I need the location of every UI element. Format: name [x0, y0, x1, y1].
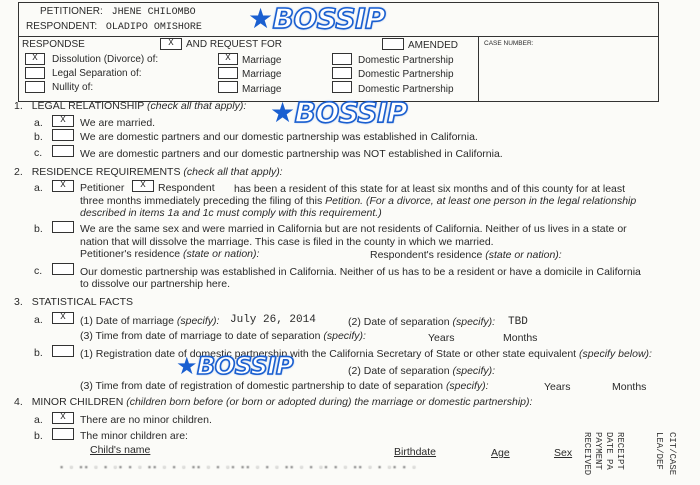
s3-b3-months: Months	[612, 381, 647, 393]
legal-separation-dp-checkbox[interactable]	[332, 67, 352, 79]
watermark-star-icon: ★	[270, 96, 295, 129]
dissolution-dp-checkbox[interactable]	[332, 53, 352, 65]
s4-b-text: The minor children are:	[80, 430, 188, 442]
s3-a3-hint: (specify):	[323, 330, 366, 342]
legal-separation-marriage-label: Marriage	[242, 69, 282, 80]
s3-b3-label: (3) Time from date of registration of domestic partnership to date of separation	[80, 380, 444, 392]
bossip-watermark-top	[248, 2, 385, 35]
birthdate-column-header: Birthdate	[394, 446, 437, 458]
s3-b3	[80, 380, 489, 392]
s4-a-checkbox[interactable]: X	[52, 412, 74, 424]
stamp-received: RECEIVED	[582, 432, 592, 476]
watermark-star-icon: ★	[176, 352, 198, 380]
s3-a2	[348, 316, 495, 328]
watermark-star-icon: ★	[248, 2, 273, 35]
s3-b3-hint: (specify):	[445, 380, 489, 392]
dissolution-marriage-checkbox[interactable]: X	[218, 53, 238, 65]
s1-c-letter: c.	[34, 147, 43, 159]
s2-a-line-1: has been a resident of this state for at least six months and of this county for at least	[234, 183, 626, 195]
child-name-column-header: Child's name	[90, 444, 151, 456]
amended-checkbox[interactable]	[382, 38, 404, 50]
date-of-marriage-value: July 26, 2014	[230, 314, 316, 326]
s3-b-checkbox[interactable]	[52, 345, 74, 357]
s2-b-petitioner-residence-hint: (state or nation):	[182, 248, 260, 260]
s3-b2-label: (2) Date of separation	[348, 365, 450, 377]
s4-b-checkbox[interactable]	[52, 428, 74, 440]
s2-b-line-2: nation that will dissolve the marriage. This case is filed in the county in which we married.	[80, 236, 494, 248]
s2-b-letter: b.	[34, 223, 43, 235]
s2-b-petitioner-residence-label: Petitioner's residence	[80, 248, 181, 260]
s2-c-line-2: to dissolve our partnership here.	[80, 278, 230, 290]
s2-c-checkbox[interactable]	[52, 263, 74, 275]
nullity-checkbox[interactable]	[25, 81, 45, 93]
section-4-number: 4.	[14, 396, 23, 408]
case-number-divider	[478, 36, 479, 102]
s2-b-respondent-residence-label: Respondent's residence	[370, 249, 483, 261]
section-3-heading	[14, 296, 133, 308]
stamp-cit-case: CIT/CASE	[667, 432, 677, 476]
section-3-title: STATISTICAL FACTS	[31, 296, 134, 308]
sex-column-header: Sex	[554, 447, 573, 459]
s3-b1-hint: (specify below):	[579, 348, 652, 360]
s3-a2-label: (2) Date of separation	[348, 316, 450, 328]
watermark-text: BOSSIP	[197, 352, 293, 380]
s3-b2	[348, 365, 495, 377]
s3-b1	[80, 348, 652, 360]
s2-c-letter: c.	[34, 265, 43, 277]
s2-a-line-2	[80, 195, 636, 207]
s1-c-text: We are domestic partners and our domestic partnership was NOT established in California.	[80, 148, 503, 160]
case-number-label: CASE NUMBER:	[484, 40, 534, 47]
s1-a-letter: a.	[34, 117, 43, 129]
s2-b-checkbox[interactable]	[52, 221, 74, 233]
petitioner-row	[40, 6, 196, 18]
nullity-marriage-checkbox[interactable]	[218, 81, 238, 93]
s1-b-letter: b.	[34, 131, 43, 143]
redacted-child-entry: ▪ ▫ ▪▪ ▫ ▪ ▫▪ ▪ ▫ ▪▪ ▫ ▪ ▫ ▪▪ ▫ ▪ ▫▪ ▪▪ ▫ ▪ ▫ ▪▪ ▫ ▪ ▫▪ ▪ ▫ ▪▪ ▫ ▪ ▫▪ ▪ ▫	[60, 462, 418, 472]
s2-b-petitioner-residence	[80, 248, 259, 260]
stamp-date-paid: DATE PA	[604, 432, 614, 470]
section-2-heading	[14, 166, 283, 178]
section-4-hint: (children born before (or born or adopted during) the marriage or domestic partnership):	[126, 396, 533, 408]
section-4-title: MINOR CHILDREN	[31, 396, 124, 408]
legal-separation-checkbox[interactable]	[25, 67, 45, 79]
respondent-name: OLADIPO OMISHORE	[105, 22, 202, 33]
and-request-for-checkbox[interactable]: X	[160, 38, 182, 50]
s2-b-line-1: We are the same sex and were married in California but are not residents of California. Neither of us lives in a state or	[80, 223, 627, 235]
dissolution-label: Dissolution (Divorce) of:	[52, 54, 159, 65]
s4-b-letter: b.	[34, 430, 43, 442]
s3-a2-hint: (specify):	[452, 316, 496, 328]
legal-separation-label: Legal Separation of:	[52, 68, 142, 79]
stamp-lea-def: LEA/DEF	[654, 432, 664, 470]
header-right-rule	[658, 2, 659, 102]
s3-b3-years: Years	[544, 381, 571, 393]
bossip-watermark-bottom	[176, 352, 293, 380]
s2-a-petitioner-label: Petitioner	[80, 182, 125, 194]
dissolution-marriage-label: Marriage	[242, 55, 282, 66]
s2-a-line-3: described in items 1a and 1c must comply with this requirement.)	[80, 207, 382, 219]
dissolution-checkbox[interactable]: X	[25, 53, 45, 65]
section-1-title: LEGAL RELATIONSHIP	[31, 100, 145, 112]
s4-a-text: There are no minor children.	[80, 414, 212, 426]
respondent-label: RESPONDENT:	[26, 21, 98, 32]
petitioner-label: PETITIONER:	[40, 6, 103, 17]
s3-b1-label: (1) Registration date of domestic partnership with the California Secretary of State or other state equivalent	[80, 348, 577, 360]
stamp-payment: PAYMENT	[593, 432, 603, 470]
section-2-title: RESIDENCE REQUIREMENTS	[31, 166, 181, 178]
section-2-hint: (check all that apply):	[183, 166, 283, 178]
s3-a-checkbox[interactable]: X	[52, 312, 74, 324]
header-left-rule	[18, 2, 19, 102]
nullity-label: Nullity of:	[52, 82, 94, 93]
s3-a-letter: a.	[34, 314, 43, 326]
nullity-dp-checkbox[interactable]	[332, 81, 352, 93]
s1-b-checkbox[interactable]	[52, 129, 74, 141]
watermark-text: BOSSIP	[294, 96, 408, 129]
s3-b2-hint: (specify):	[452, 365, 496, 377]
section-1-heading	[14, 100, 246, 112]
s2-b-respondent-residence	[370, 249, 562, 261]
date-of-separation-value: TBD	[508, 316, 528, 328]
s2-c-line-1: Our domestic partnership was established in California. Neither of us has to be a resident or have a domicile in California	[80, 266, 641, 278]
legal-separation-dp-label: Domestic Partnership	[358, 69, 454, 80]
bossip-watermark-middle	[270, 96, 407, 129]
s3-a3	[80, 330, 366, 342]
s1-a-text: We are married.	[80, 117, 156, 129]
response-label: RESPONDSE	[22, 39, 85, 50]
s3-a1-hint: (specify):	[176, 315, 220, 327]
legal-separation-marriage-checkbox[interactable]	[218, 67, 238, 79]
and-request-for-label: AND REQUEST FOR	[186, 39, 282, 50]
s2-a-line-2-plain: three months immediately preceding the filing of this	[80, 195, 323, 207]
s2-a-letter: a.	[34, 182, 43, 194]
s1-a-checkbox[interactable]: X	[52, 115, 74, 127]
s3-a3-months: Months	[503, 332, 538, 344]
section-1-number: 1.	[14, 100, 23, 112]
dissolution-dp-label: Domestic Partnership	[358, 55, 454, 66]
section-1-hint: (check all that apply):	[147, 100, 247, 112]
section-4-heading	[14, 396, 532, 408]
amended-label: AMENDED	[408, 40, 459, 51]
s3-a1-label: (1) Date of marriage	[80, 315, 174, 327]
respondent-row	[26, 21, 202, 33]
s1-b-text: We are domestic partners and our domestic partnership was established in California.	[80, 131, 478, 143]
petitioner-name: JHENE CHILOMBO	[111, 7, 196, 18]
s2-b-respondent-residence-hint: (state or nation):	[485, 249, 562, 261]
nullity-marriage-label: Marriage	[242, 84, 282, 95]
s3-b-letter: b.	[34, 347, 43, 359]
nullity-dp-label: Domestic Partnership	[358, 84, 454, 95]
s3-a3-label: (3) Time from date of marriage to date of separation	[80, 330, 321, 342]
watermark-text: BOSSIP	[272, 2, 386, 35]
header-divider-rule	[18, 36, 658, 37]
s3-a1	[80, 315, 219, 327]
s2-a-line-2-italic: Petition. (For a divorce, at least one person in the legal relationship	[325, 195, 637, 207]
age-column-header: Age	[491, 447, 510, 459]
s4-a-letter: a.	[34, 414, 43, 426]
s3-a3-years: Years	[428, 332, 455, 344]
s2-a-respondent-label: Respondent	[158, 182, 215, 194]
s1-c-checkbox[interactable]	[52, 145, 74, 157]
stamp-receipt: RECEIPT	[615, 432, 625, 470]
s2-a-respondent-checkbox[interactable]: X	[132, 180, 154, 192]
section-2-number: 2.	[14, 166, 23, 178]
s2-a-petitioner-checkbox[interactable]: X	[52, 180, 74, 192]
section-3-number: 3.	[14, 296, 23, 308]
